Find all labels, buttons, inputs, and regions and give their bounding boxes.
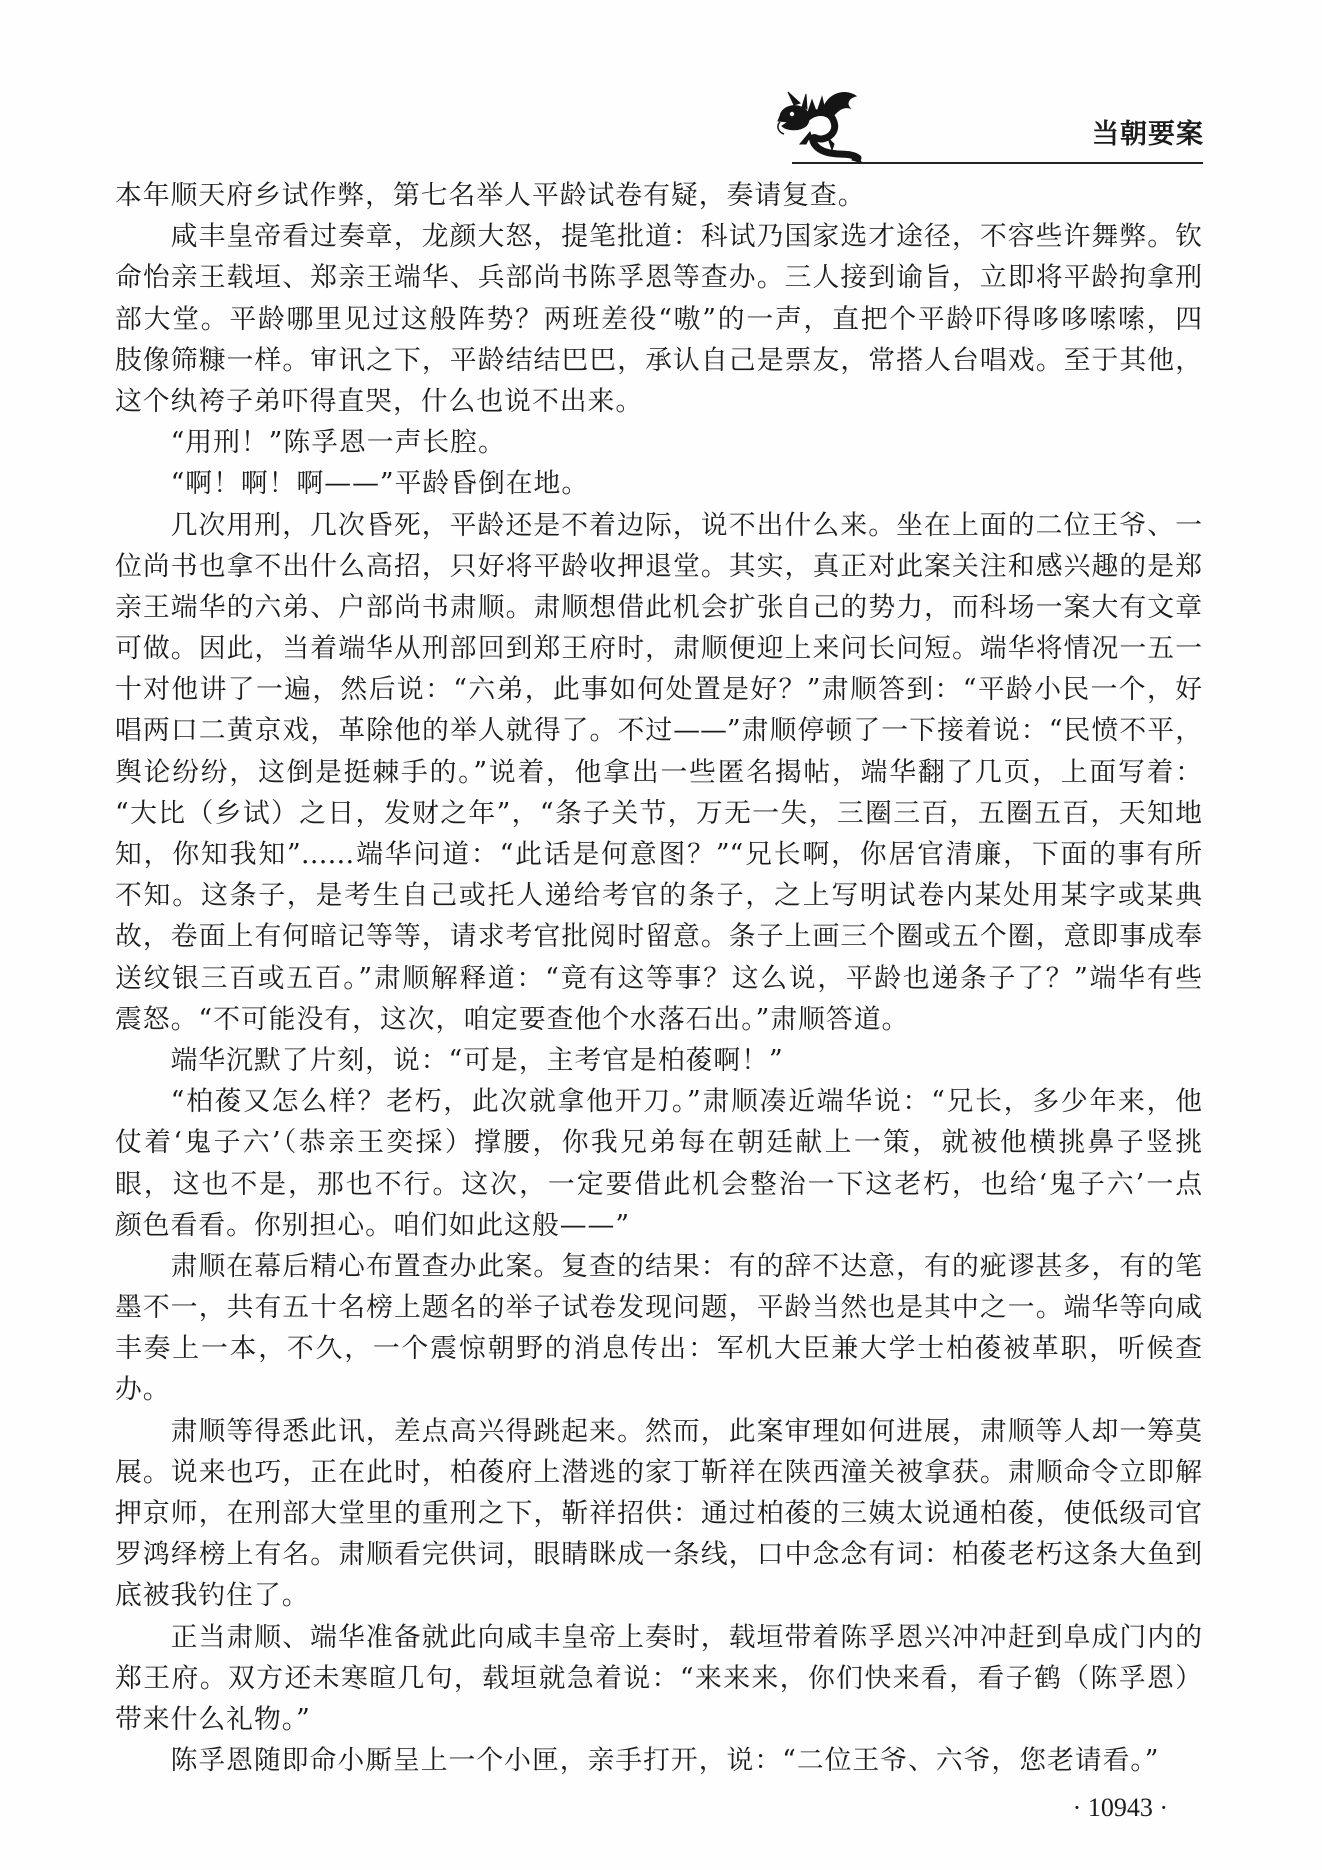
text-line: “用刑！”陈孚恩一声长腔。 <box>170 427 506 459</box>
text-line: 不知。这条子，是考生自己或托人递给考官的条子，之上写明试卷内某处用某字或某典 <box>115 880 1202 912</box>
text-line: 送纹银三百或五百。”肃顺解释道：“竟有这等事？这么说，平龄也递条子了？”端华有些 <box>115 962 1202 994</box>
paragraph <box>115 1246 1202 1411</box>
text-line: 部大堂。平龄哪里见过这般阵势？两班差役“嗷”的一声，直把个平龄吓得哆哆嗦嗦，四 <box>115 303 1202 335</box>
text-line: 眼，这也不是，那也不行。这次，一定要借此机会整治一下这老朽，也给‘鬼子六’一点 <box>115 1168 1202 1200</box>
text-line: 几次用刑，几次昏死，平龄还是不着边际，说不出什么来。坐在上面的二位王爷、一 <box>170 509 1202 541</box>
text-line: 颜色看看。你别担心。咱们如此这般——” <box>115 1209 631 1241</box>
text-line: 十对他讲了一遍，然后说：“六弟，此事如何处置是好？”肃顺答到：“平龄小民一个，好 <box>115 674 1202 706</box>
text-line: 本年顺天府乡试作弊，第七名举人平龄试卷有疑，奏请复查。 <box>115 180 866 211</box>
text-line: 震怒。“不可能没有，这次，咱定要查他个水落石出。”肃顺答道。 <box>115 1003 910 1035</box>
paragraph <box>115 175 1202 216</box>
text-line: “啊！啊！啊——”平龄昏倒在地。 <box>170 468 590 500</box>
text-line: 唱两口二黄京戏，革除他的举人就得了。不过——”肃顺停顿了一下接着说：“民愤不平， <box>115 715 1202 747</box>
paragraph <box>115 1040 1202 1081</box>
text-line: 端华沉默了片刻，说：“可是，主考官是柏葰啊！” <box>170 1044 784 1076</box>
text-line: 丰奏上一本，不久，一个震惊朝野的消息传出：军机大臣兼大学士柏葰被革职，听候查 <box>115 1333 1202 1365</box>
text-line: “大比（乡试）之日，发财之年”，“条子关节，万无一失，三圈三百，五圈五百，天知地 <box>115 797 1202 829</box>
body-text <box>115 175 1202 1781</box>
text-line: 亲王端华的六弟、户部尚书肃顺。肃顺想借此机会扩张自己的势力，而科场一案大有文章 <box>115 591 1202 623</box>
text-line: 可做。因此，当着端华从刑部回到郑王府时，肃顺便迎上来问长问短。端华将情况一五一 <box>115 633 1202 665</box>
text-line: 舆论纷纷，这倒是挺棘手的。”说着，他拿出一些匿名揭帖，端华翻了几页，上面写着： <box>115 756 1202 788</box>
text-line: 肃顺在幕后精心布置查办此案。复查的结果：有的辞不达意，有的疵谬甚多，有的笔 <box>170 1250 1202 1282</box>
text-line: 郑王府。双方还未寒暄几句，载垣就急着说：“来来来，你们快来看，看子鹤（陈孚恩） <box>115 1662 1202 1694</box>
text-line: 咸丰皇帝看过奏章，龙颜大怒，提笔批道：科试乃国家选才途径，不容些许舞弊。钦 <box>170 221 1202 253</box>
text-line: 位尚书也拿不出什么高招，只好将平龄收押退堂。其实，真正对此案关注和感兴趣的是郑 <box>115 550 1202 582</box>
header-rule <box>792 162 1203 164</box>
paragraph <box>115 1081 1202 1246</box>
paragraph <box>115 216 1202 422</box>
paragraph <box>115 463 1202 504</box>
text-line: 命怡亲王载垣、郑亲王端华、兵部尚书陈孚恩等查办。三人接到谕旨，立即将平龄拘拿刑 <box>115 262 1202 294</box>
text-line: 办。 <box>115 1374 171 1406</box>
text-line: 罗鸿绎榜上有名。肃顺看完供词，眼睛眯成一条线，口中念念有词：柏葰老朽这条大鱼到 <box>115 1539 1202 1571</box>
text-line: “柏葰又怎么样？老朽，此次就拿他开刀。”肃顺凑近端华说：“兄长，多少年来，他 <box>170 1086 1202 1118</box>
text-line: 带来什么礼物。” <box>115 1703 311 1735</box>
section-title: 当朝要案 <box>1092 119 1204 150</box>
dragon-icon <box>776 88 862 164</box>
page-number: · 10943 · <box>1072 1793 1168 1822</box>
paragraph <box>115 505 1202 1040</box>
text-line: 仗着‘鬼子六’（恭亲王奕採）撑腰，你我兄弟每在朝廷献上一策，就被他横挑鼻子竖挑 <box>115 1127 1202 1159</box>
text-line: 押京师，在刑部大堂里的重刑之下，靳祥招供：通过柏葰的三姨太说通柏葰，使低级司官 <box>115 1498 1202 1529</box>
text-line: 肃顺等得悉此讯，差点高兴得跳起来。然而，此案审理如何进展，肃顺等人却一筹莫 <box>170 1415 1202 1447</box>
text-line: 知，你知我知”……端华问道：“此话是何意图？”“兄长啊，你居官清廉，下面的事有所 <box>115 839 1202 870</box>
paragraph <box>115 1411 1202 1617</box>
text-line: 墨不一，共有五十名榜上题名的举子试卷发现问题，平龄当然也是其中之一。端华等向咸 <box>115 1292 1202 1324</box>
text-line: 故，卷面上有何暗记等等，请求考官批阅时留意。条子上画三个圈或五个圈，意即事成奉 <box>115 921 1202 953</box>
text-line: 肢像筛糠一样。审讯之下，平龄结结巴巴，承认自己是票友，常搭人台唱戏。至于其他， <box>115 344 1202 376</box>
paragraph <box>115 422 1202 463</box>
paragraph <box>115 1740 1202 1781</box>
text-line: 这个纨袴子弟吓得直哭，什么也说不出来。 <box>115 385 644 417</box>
text-line: 陈孚恩随即命小厮呈上一个小匣，亲手打开，说：“二位王爷、六爷，您老请看。” <box>170 1745 1160 1777</box>
text-line: 展。说来也巧，正在此时，柏葰府上潜逃的家丁靳祥在陕西潼关被拿获。肃顺命令立即解 <box>115 1456 1202 1488</box>
text-line: 底被我钓住了。 <box>115 1580 310 1612</box>
text-line: 正当肃顺、端华准备就此向咸丰皇帝上奏时，载垣带着陈孚恩兴冲冲赶到阜成门内的 <box>170 1621 1202 1653</box>
paragraph <box>115 1617 1202 1741</box>
